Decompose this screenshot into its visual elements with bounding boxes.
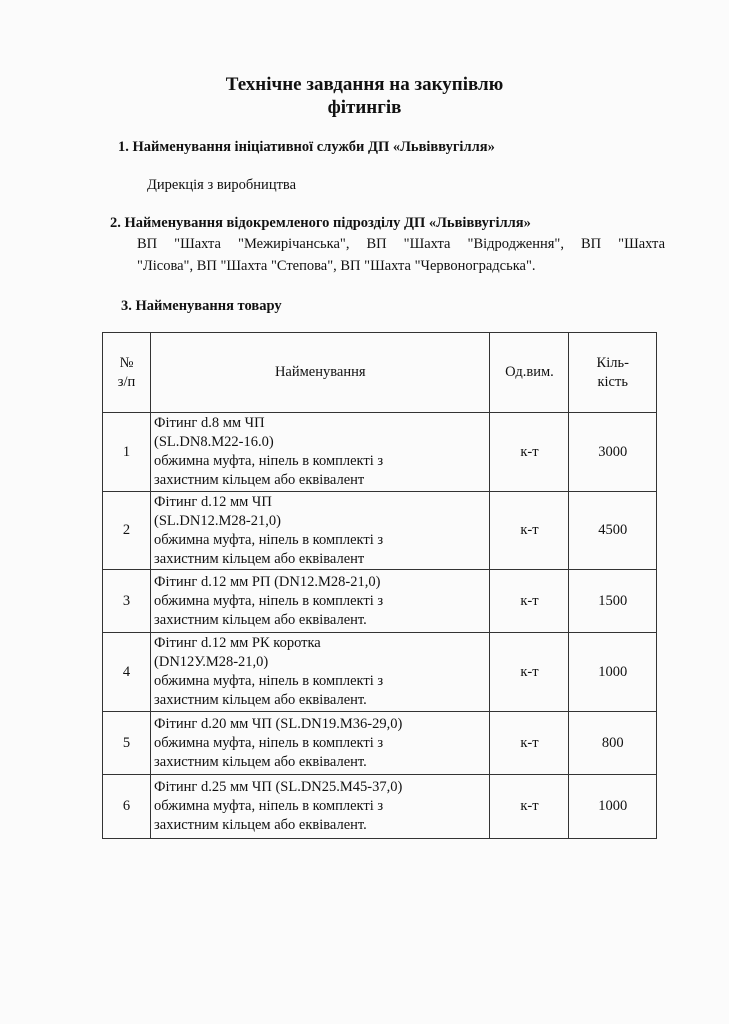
row-name bbox=[151, 712, 490, 775]
row-name-line: Фітинг d.8 мм ЧП bbox=[154, 415, 265, 431]
row-quantity: 800 bbox=[569, 712, 657, 775]
document-title-line1: Технічне завдання на закупівлю bbox=[225, 74, 504, 95]
row-name bbox=[151, 775, 490, 839]
row-quantity: 1000 bbox=[569, 633, 657, 712]
row-unit: к-т bbox=[490, 570, 569, 633]
row-name-line: захистним кільцем або еквівалент. bbox=[154, 817, 367, 833]
row-name-line: захистним кільцем або еквівалент. bbox=[154, 753, 367, 770]
row-number: 3 bbox=[103, 570, 151, 633]
header-number bbox=[103, 333, 151, 413]
table-row bbox=[103, 712, 657, 775]
row-name-line: обжимна муфта, ніпель в комплекті з bbox=[154, 673, 384, 689]
row-name-line: захистним кільцем або еквівалент bbox=[154, 550, 365, 567]
row-name-line: Фітинг d.12 мм РК коротка bbox=[154, 635, 321, 651]
row-number: 5 bbox=[103, 712, 151, 775]
row-name-line: Фітинг d.20 мм ЧП (SL.DN19.M36-29,0) bbox=[154, 715, 403, 732]
row-number: 6 bbox=[103, 775, 151, 839]
section2-value-line2: "Лісова", ВП "Шахта "Степова", ВП "Шахта "Червоноградська". bbox=[137, 258, 536, 274]
section2-heading: 2. Найменування відокремленого підрозділу ДП «Львіввугілля» bbox=[110, 215, 531, 231]
row-name-line: Фітинг d.12 мм ЧП bbox=[154, 493, 272, 510]
table-row bbox=[103, 775, 657, 839]
row-name-line: обжимна муфта, ніпель в комплекті з bbox=[154, 592, 384, 609]
section3-heading: 3. Найменування товару bbox=[121, 298, 282, 314]
row-name-line: обжимна муфта, ніпель в комплекті з bbox=[154, 734, 384, 751]
row-name bbox=[151, 570, 490, 633]
row-quantity: 1000 bbox=[569, 775, 657, 839]
row-name bbox=[151, 633, 490, 712]
row-quantity: 1500 bbox=[569, 570, 657, 633]
table-row bbox=[103, 413, 657, 492]
row-unit: к-т bbox=[490, 633, 569, 712]
row-quantity: 3000 bbox=[569, 413, 657, 492]
header-quantity-line1: Кіль- bbox=[596, 354, 629, 371]
header-quantity bbox=[569, 333, 657, 413]
row-name-line: обжимна муфта, ніпель в комплекті з bbox=[154, 531, 384, 548]
table-header-row bbox=[103, 333, 657, 413]
row-unit: к-т bbox=[490, 413, 569, 492]
row-number: 2 bbox=[103, 492, 151, 570]
row-name-line: обжимна муфта, ніпель в комплекті з bbox=[154, 453, 384, 469]
row-name-line: Фітинг d.25 мм ЧП (SL.DN25.M45-37,0) bbox=[154, 779, 403, 795]
row-name-line: захистним кільцем або еквівалент bbox=[154, 472, 365, 488]
row-name-line: (SL.DN12.M28-21,0) bbox=[154, 512, 281, 529]
row-number: 1 bbox=[103, 413, 151, 492]
row-name-line: обжимна муфта, ніпель в комплекті з bbox=[154, 798, 384, 814]
row-unit: к-т bbox=[490, 492, 569, 570]
table-row bbox=[103, 570, 657, 633]
row-name-line: захистним кільцем або еквівалент. bbox=[154, 611, 367, 628]
header-number-line1: № bbox=[119, 354, 134, 371]
document-title-line2: фітингів bbox=[327, 97, 402, 118]
row-name bbox=[151, 492, 490, 570]
row-name-line: Фітинг d.12 мм РП (DN12.M28-21,0) bbox=[154, 573, 381, 590]
table-row bbox=[103, 633, 657, 712]
row-quantity: 4500 bbox=[569, 492, 657, 570]
row-name bbox=[151, 413, 490, 492]
section1-value: Дирекція з виробництва bbox=[147, 177, 297, 193]
row-number: 4 bbox=[103, 633, 151, 712]
row-name-line: (SL.DN8.M22-16.0) bbox=[154, 434, 274, 450]
row-name-line: (DN12У.M28-21,0) bbox=[154, 654, 269, 670]
goods-table bbox=[102, 332, 657, 839]
header-name: Найменування bbox=[151, 333, 490, 413]
row-unit: к-т bbox=[490, 775, 569, 839]
header-unit: Од.вим. bbox=[490, 333, 569, 413]
header-number-line2: з/п bbox=[117, 373, 136, 390]
section2-value-line1: ВП "Шахта "Межирічанська", ВП "Шахта "Відродження", ВП "Шахта bbox=[137, 236, 665, 252]
table-row bbox=[103, 492, 657, 570]
header-quantity-line2: кість bbox=[597, 373, 628, 390]
row-name-line: захистним кільцем або еквівалент. bbox=[154, 692, 367, 708]
row-unit: к-т bbox=[490, 712, 569, 775]
section1-heading: 1. Найменування ініціативної служби ДП «Львіввугілля» bbox=[118, 139, 495, 155]
